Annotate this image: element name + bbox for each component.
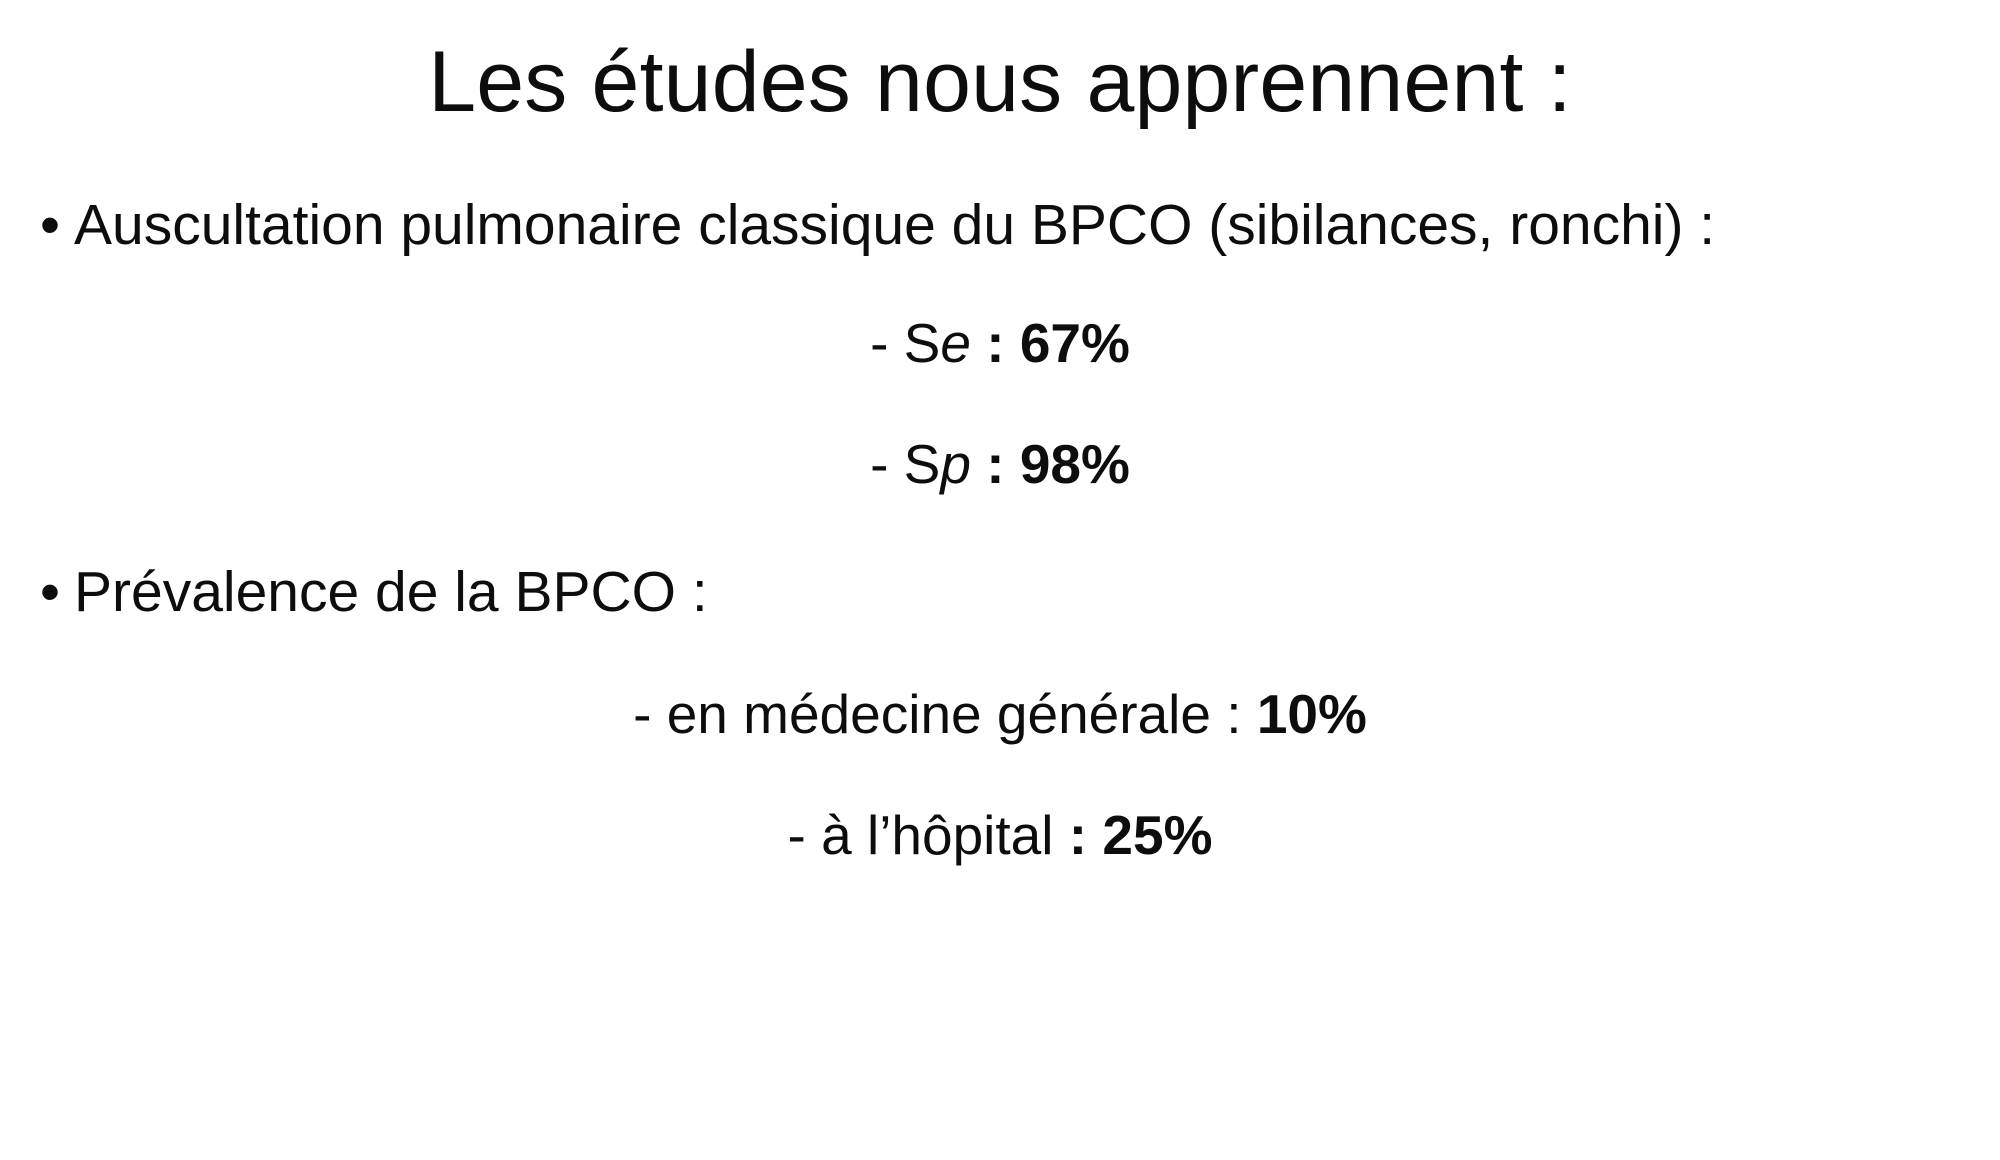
- sub-item-hopital-prefix: - à l’hôpital: [787, 803, 1069, 866]
- bullet-marker-icon: •: [40, 559, 60, 624]
- spacer: [30, 376, 1970, 432]
- sub-item-medecine-generale-prefix: - en médecine générale :: [633, 682, 1257, 745]
- sub-item-medecine-generale: [30, 682, 1970, 747]
- spacer: [30, 626, 1970, 682]
- sub-item-se-separator: :: [970, 311, 1020, 374]
- bullet-item-2: [40, 559, 1970, 626]
- sub-item-medecine-generale-value: 10%: [1256, 682, 1367, 745]
- slide-body: [0, 192, 2000, 868]
- spacer: [30, 259, 1970, 311]
- bullet-item-2-label: Prévalence de la BPCO :: [74, 559, 708, 624]
- sub-item-se-value: 67%: [1019, 311, 1130, 374]
- sub-item-hopital-value: 25%: [1102, 803, 1213, 866]
- spacer: [30, 497, 1970, 559]
- sub-item-hopital-separator: :: [1068, 803, 1103, 866]
- bullet-item-1: [40, 192, 1970, 259]
- sub-item-sp-variable: p: [940, 432, 971, 495]
- sub-item-hopital: [30, 803, 1970, 868]
- sub-item-se-prefix: - S: [870, 311, 941, 374]
- sub-item-se: [30, 311, 1970, 376]
- page-title: Les études nous apprennent :: [428, 34, 1572, 130]
- sub-item-sp-value: 98%: [1019, 432, 1130, 495]
- bullet-marker-icon: •: [40, 192, 60, 257]
- sub-item-se-variable: e: [940, 311, 971, 374]
- bullet-item-1-label: Auscultation pulmonaire classique du BPCO (sibilances, ronchi) :: [74, 192, 1716, 257]
- sub-item-sp-separator: :: [970, 432, 1020, 495]
- slide: [0, 35, 2000, 1160]
- spacer: [30, 747, 1970, 803]
- sub-item-sp-prefix: - S: [870, 432, 941, 495]
- sub-item-sp: [30, 432, 1970, 497]
